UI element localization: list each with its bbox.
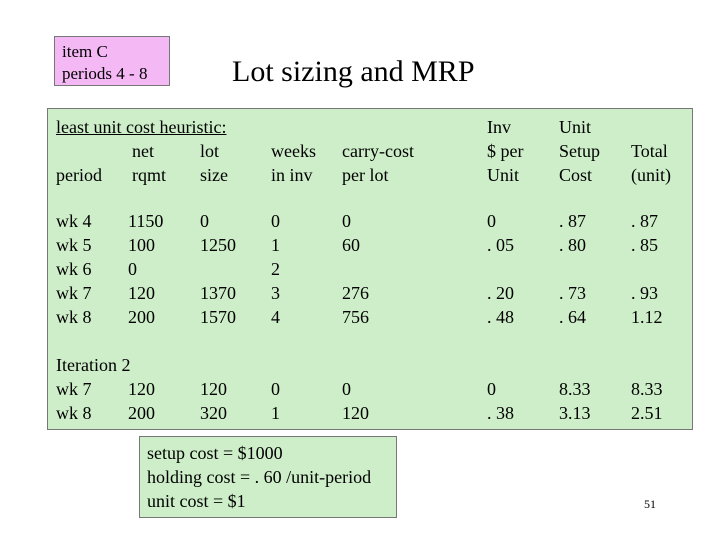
cell-rqmt: 200 <box>128 403 155 423</box>
item-label: item C <box>62 42 108 61</box>
cell-carry: 756 <box>342 307 369 327</box>
cell-setup: . 80 <box>559 235 586 255</box>
cell-inv: . 20 <box>487 283 514 303</box>
header-in-inv: in inv <box>271 165 313 185</box>
cell-total: 1.12 <box>631 307 663 327</box>
cell-carry: 0 <box>342 379 351 399</box>
cell-carry: 0 <box>342 211 351 231</box>
cell-total: . 85 <box>631 235 658 255</box>
cell-period: wk 8 <box>56 403 92 423</box>
cell-period: wk 7 <box>56 283 92 303</box>
unit-cost-note: unit cost = $1 <box>147 491 246 511</box>
header-per-lot: per lot <box>342 165 389 185</box>
cell-weeks: 3 <box>271 283 280 303</box>
cell-weeks: 2 <box>271 259 280 279</box>
cell-carry: 120 <box>342 403 369 423</box>
iteration-label: Iteration 2 <box>56 355 131 375</box>
cell-lot: 0 <box>200 211 209 231</box>
header-unit-setup-1: Unit <box>559 117 592 137</box>
cell-inv: 0 <box>487 211 496 231</box>
cell-period: wk 7 <box>56 379 92 399</box>
cell-weeks: 1 <box>271 235 280 255</box>
cell-rqmt: 0 <box>128 259 137 279</box>
cell-carry: 276 <box>342 283 369 303</box>
header-period: period <box>56 165 102 185</box>
cell-setup: 8.33 <box>559 379 591 399</box>
cell-setup: . 64 <box>559 307 586 327</box>
cell-total: 2.51 <box>631 403 663 423</box>
cell-inv: . 05 <box>487 235 514 255</box>
cell-total: . 87 <box>631 211 658 231</box>
cell-lot: 1570 <box>200 307 236 327</box>
cell-period: wk 5 <box>56 235 92 255</box>
setup-cost-note: setup cost = $1000 <box>147 443 283 463</box>
cell-inv: 0 <box>487 379 496 399</box>
cell-inv: . 48 <box>487 307 514 327</box>
cell-weeks: 0 <box>271 211 280 231</box>
cell-rqmt: 120 <box>128 379 155 399</box>
cell-rqmt: 100 <box>128 235 155 255</box>
cell-total: . 93 <box>631 283 658 303</box>
cell-lot: 1370 <box>200 283 236 303</box>
cell-total: 8.33 <box>631 379 663 399</box>
cell-rqmt: 1150 <box>128 211 164 231</box>
cell-weeks: 4 <box>271 307 280 327</box>
header-total-unit: (unit) <box>631 165 671 185</box>
cell-lot: 120 <box>200 379 227 399</box>
cost-notes-box <box>139 436 397 518</box>
header-setup: Setup <box>559 141 601 161</box>
cell-lot: 1250 <box>200 235 236 255</box>
header-net: net <box>132 141 154 161</box>
header-size: size <box>200 165 228 185</box>
holding-cost-note: holding cost = . 60 /unit-period <box>147 467 372 487</box>
cell-period: wk 6 <box>56 259 92 279</box>
table-heading: least unit cost heuristic: <box>56 117 227 137</box>
cell-setup: . 87 <box>559 211 586 231</box>
cell-setup: 3.13 <box>559 403 591 423</box>
header-cost: Cost <box>559 165 593 185</box>
header-unit: Unit <box>487 165 520 185</box>
cell-carry: 60 <box>342 235 360 255</box>
cell-weeks: 1 <box>271 403 280 423</box>
header-total: Total <box>631 141 668 161</box>
cell-setup: . 73 <box>559 283 586 303</box>
header-lot: lot <box>200 141 220 161</box>
cell-period: wk 8 <box>56 307 92 327</box>
cell-period: wk 4 <box>56 211 92 231</box>
header-weeks: weeks <box>271 141 316 161</box>
cell-lot: 320 <box>200 403 227 423</box>
cell-inv: . 38 <box>487 403 514 423</box>
cell-weeks: 0 <box>271 379 280 399</box>
page-number: 51 <box>644 497 656 511</box>
header-dollar-per: $ per <box>487 141 524 161</box>
header-rqmt: rqmt <box>132 165 166 185</box>
header-inv: Inv <box>487 117 511 137</box>
lot-sizing-table <box>47 108 693 430</box>
cell-rqmt: 120 <box>128 283 155 303</box>
item-info-box <box>54 36 170 86</box>
periods-label: periods 4 - 8 <box>62 64 148 83</box>
page-title: Lot sizing and MRP <box>232 55 475 88</box>
cell-rqmt: 200 <box>128 307 155 327</box>
header-carry-cost: carry-cost <box>342 141 414 161</box>
